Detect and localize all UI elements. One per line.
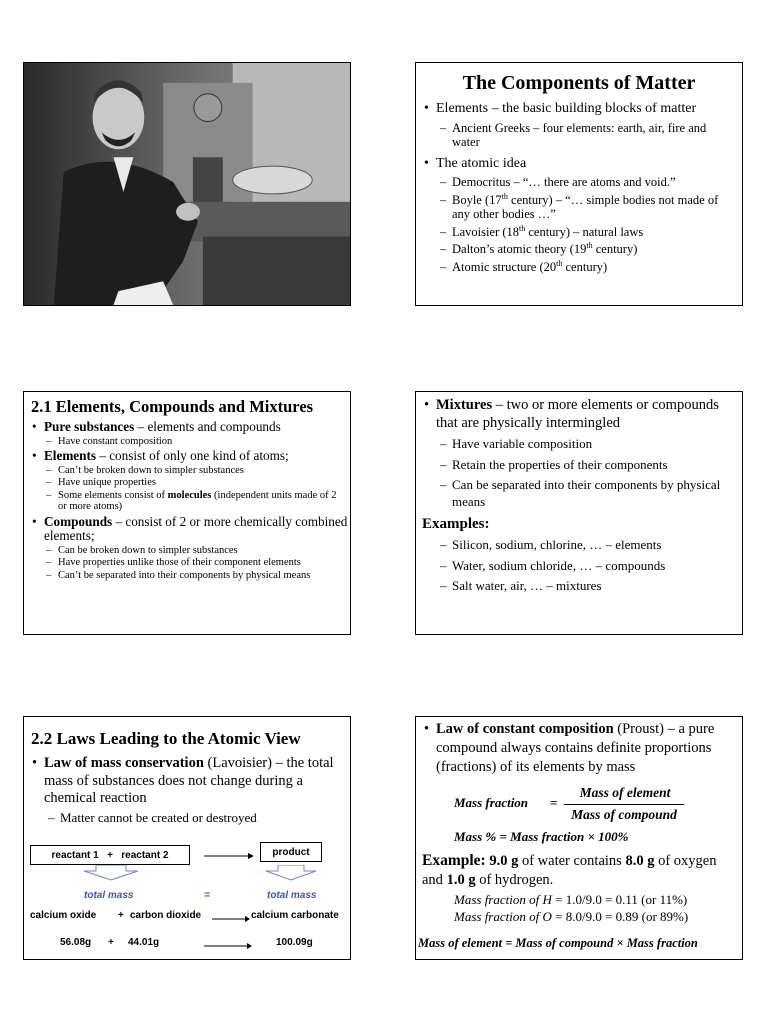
slide-title: 2.2 Laws Leading to the Atomic View — [31, 729, 301, 748]
slide-title: 2.1 Elements, Compounds and Mixtures — [31, 397, 314, 416]
mass-co2: 44.01g — [128, 937, 160, 948]
example-compounds: – Water, sodium chloride, … – compounds — [416, 558, 742, 575]
equals-sign: = — [204, 890, 210, 901]
sub-cant-break-down: – Can’t be broken down to simpler substances — [24, 465, 350, 477]
mass-cao: 56.08g — [60, 937, 92, 948]
o-fraction: Mass fraction of O = 8.0/9.0 = 0.89 (or 89%) — [454, 909, 689, 924]
sub-properties-unlike: – Have properties unlike those of their component elements — [24, 557, 350, 569]
sub-ancient-greeks: – Ancient Greeks – four elements: earth, air, fire and water — [416, 121, 742, 150]
carbon-dioxide: carbon dioxide — [130, 910, 202, 921]
calcium-oxide: calcium oxide — [30, 910, 97, 921]
mass-fraction-equation: Mass fraction = Mass of element Mass of compound — [454, 785, 694, 825]
mass-caco3: 100.09g — [276, 937, 313, 948]
product-box: product — [260, 842, 322, 862]
reaction-arrow-icon — [204, 851, 254, 861]
bullet-constant-composition: • Law of constant composition (Proust) – a pure compound always contains definite proportions (fractions) of its elements by mass — [416, 720, 742, 777]
reactants-box: reactant 1 + reactant 2 — [30, 845, 190, 865]
bullet-elements: • Elements – consist of only one kind of atoms; — [24, 449, 350, 464]
example-elements: – Silicon, sodium, chlorine, … – elements — [416, 537, 742, 554]
reaction-arrow-3-icon — [204, 942, 252, 950]
example-mixtures: – Salt water, air, … – mixtures — [416, 578, 742, 595]
sub-molecules: – Some elements consist of molecules (independent units made of 2 or more atoms) — [24, 490, 350, 513]
sub-lavoisier: – Lavoisier (18th century) – natural laws — [416, 225, 742, 240]
sub-separable: – Can be separated into their components by physical means — [416, 477, 742, 510]
down-arrow-left-icon — [76, 865, 146, 881]
example-text: Example: 9.0 g of water contains 8.0 g of oxygen and 1.0 g of hydrogen. — [422, 852, 717, 888]
slide-elements-compounds-mixtures — [23, 391, 351, 635]
reaction-arrow-2-icon — [212, 915, 250, 923]
sub-cant-separate: – Can’t be separated into their components by physical means — [24, 570, 350, 582]
final-equation: Mass of element = Mass of compound × Mass fraction — [418, 936, 698, 950]
examples-heading: Examples: — [422, 516, 490, 532]
mass-percent-equation: Mass % = Mass fraction × 100% — [454, 829, 629, 844]
sub-matter-not-created: – Matter cannot be created or destroyed — [24, 811, 350, 826]
bullet-atomic-idea: • The atomic idea — [416, 156, 742, 173]
plus-sign-2: + — [108, 937, 114, 948]
slide-laws-atomic-view — [23, 716, 351, 960]
sub-retain-properties: – Retain the properties of their components — [416, 457, 742, 474]
sub-can-break-down: – Can be broken down to simpler substances — [24, 545, 350, 557]
h-fraction: Mass fraction of H = 1.0/9.0 = 0.11 (or 11%) — [454, 892, 688, 907]
slide-title: The Components of Matter — [462, 72, 696, 94]
total-mass-right: total mass — [267, 890, 317, 901]
sub-unique-properties: – Have unique properties — [24, 477, 350, 489]
sub-variable-composition: – Have variable composition — [416, 436, 742, 453]
plus-sign: + — [118, 910, 124, 921]
bullet-elements: • Elements – the basic building blocks of matter — [416, 101, 742, 118]
sub-atomic-structure: – Atomic structure (20th century) — [416, 260, 742, 275]
total-mass-left: total mass — [84, 890, 134, 901]
sub-boyle: – Boyle (17th century) – “… simple bodies not made of any other bodies …” — [416, 193, 742, 222]
bullet-compounds: • Compounds – consist of 2 or more chemically combined elements; — [24, 515, 350, 544]
bullet-mass-conservation: • Law of mass conservation (Lavoisier) – the total mass of substances does not change during a chemical reaction — [24, 755, 350, 808]
slide-constant-composition — [415, 716, 743, 960]
slide-components-of-matter — [415, 62, 743, 306]
bullet-pure-substances: • Pure substances – elements and compounds — [24, 420, 350, 435]
slide-photo — [23, 62, 351, 306]
calcium-carbonate: calcium carbonate — [251, 910, 339, 921]
sub-democritus: – Democritus – “… there are atoms and void.” — [416, 175, 742, 190]
sub-constant-composition: – Have constant composition — [24, 436, 350, 448]
down-arrow-right-icon — [260, 865, 322, 881]
sub-dalton: – Dalton’s atomic theory (19th century) — [416, 242, 742, 257]
scientist-photo — [24, 63, 350, 305]
slide-mixtures — [415, 391, 743, 635]
bullet-mixtures: • Mixtures – two or more elements or compounds that are physically intermingled — [416, 396, 742, 432]
